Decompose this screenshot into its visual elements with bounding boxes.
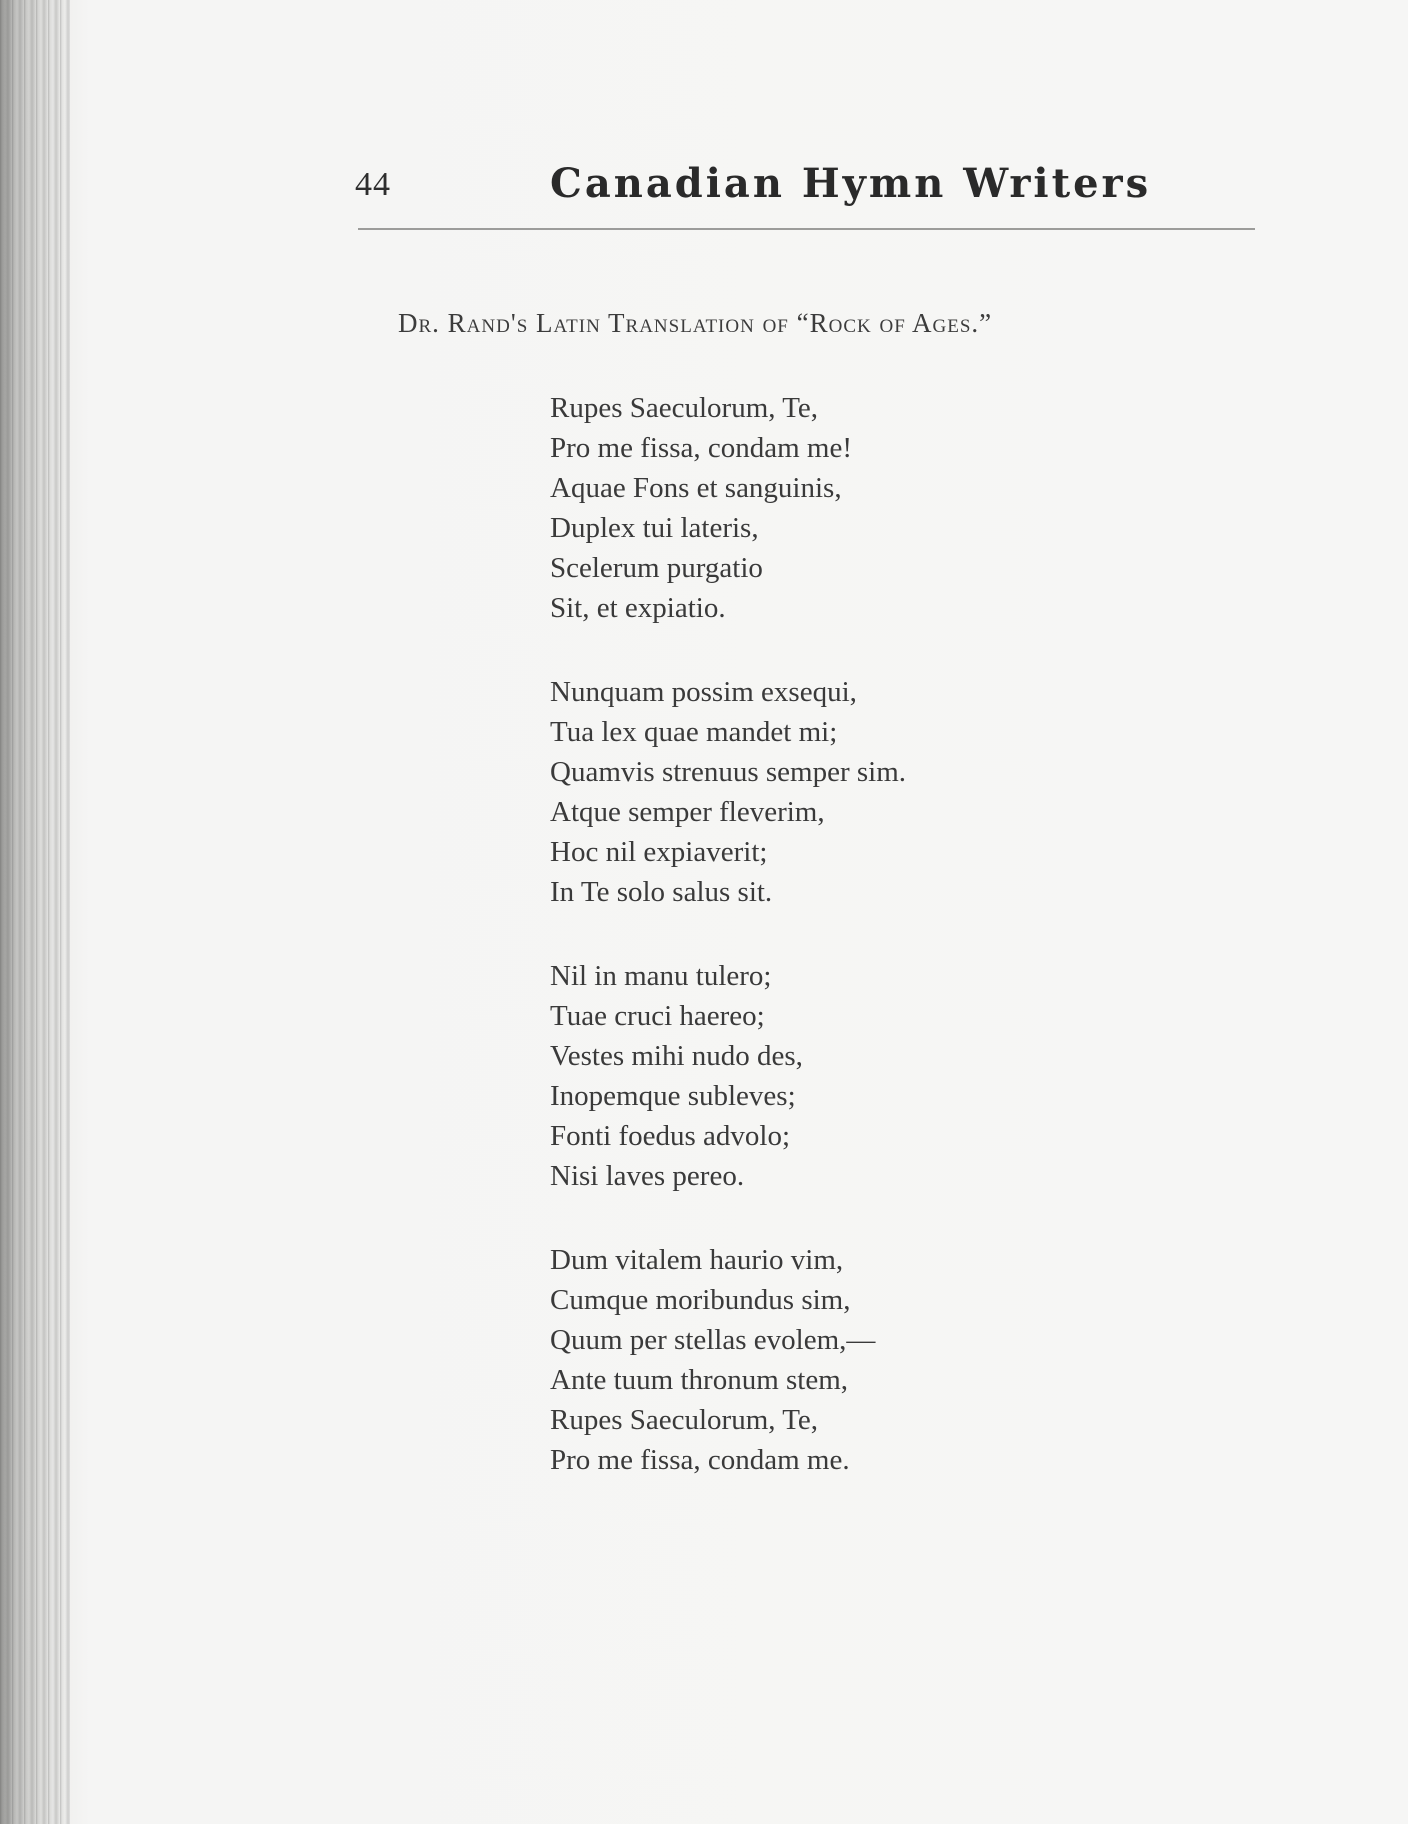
poem-line: Tua lex quae mandet mi; (550, 716, 838, 748)
running-head-title: Canadian Hymn Writers (550, 160, 1152, 207)
page-number: 44 (355, 166, 391, 203)
running-head (355, 160, 1255, 220)
poem-line: Quamvis strenuus semper sim. (550, 756, 907, 788)
poem-line: Rupes Saeculorum, Te, (550, 1404, 819, 1436)
poem-line: Duplex tui lateris, (550, 512, 759, 544)
stanza (550, 1240, 1150, 1480)
poem-line: Nunquam possim exsequi, (550, 676, 857, 708)
stanza (550, 672, 1150, 912)
poem-line: Ante tuum thronum stem, (550, 1364, 849, 1396)
poem-line: Pro me fissa, condam me. (550, 1444, 850, 1476)
book-spine-edge (0, 0, 70, 1824)
poem-line: Hoc nil expiaverit; (550, 836, 768, 868)
poem-line: Pro me fissa, condam me! (550, 432, 853, 464)
poem-line: Cumque moribundus sim, (550, 1284, 851, 1316)
poem-line: Nil in manu tulero; (550, 960, 772, 992)
poem (550, 388, 1150, 1524)
poem-line: Aquae Fons et sanguinis, (550, 472, 842, 504)
poem-line: Rupes Saeculorum, Te, (550, 392, 819, 424)
poem-line: Vestes mihi nudo des, (550, 1040, 803, 1072)
stanza (550, 388, 1150, 628)
poem-line: Quum per stellas evolem,— (550, 1324, 876, 1356)
poem-line: In Te solo salus sit. (550, 876, 773, 908)
poem-line: Nisi laves pereo. (550, 1160, 745, 1192)
stanza (550, 956, 1150, 1196)
poem-line: Atque semper fleverim, (550, 796, 825, 828)
poem-line: Scelerum purgatio (550, 552, 763, 584)
poem-line: Tuae cruci haereo; (550, 1000, 765, 1032)
poem-line: Dum vitalem haurio vim, (550, 1244, 844, 1276)
section-heading: Dr. Rand's Latin Translation of “Rock of Ages.” (398, 308, 993, 338)
header-rule (358, 228, 1255, 230)
poem-line: Fonti foedus advolo; (550, 1120, 791, 1152)
poem-line: Inopemque subleves; (550, 1080, 796, 1112)
poem-line: Sit, et expiatio. (550, 592, 726, 624)
